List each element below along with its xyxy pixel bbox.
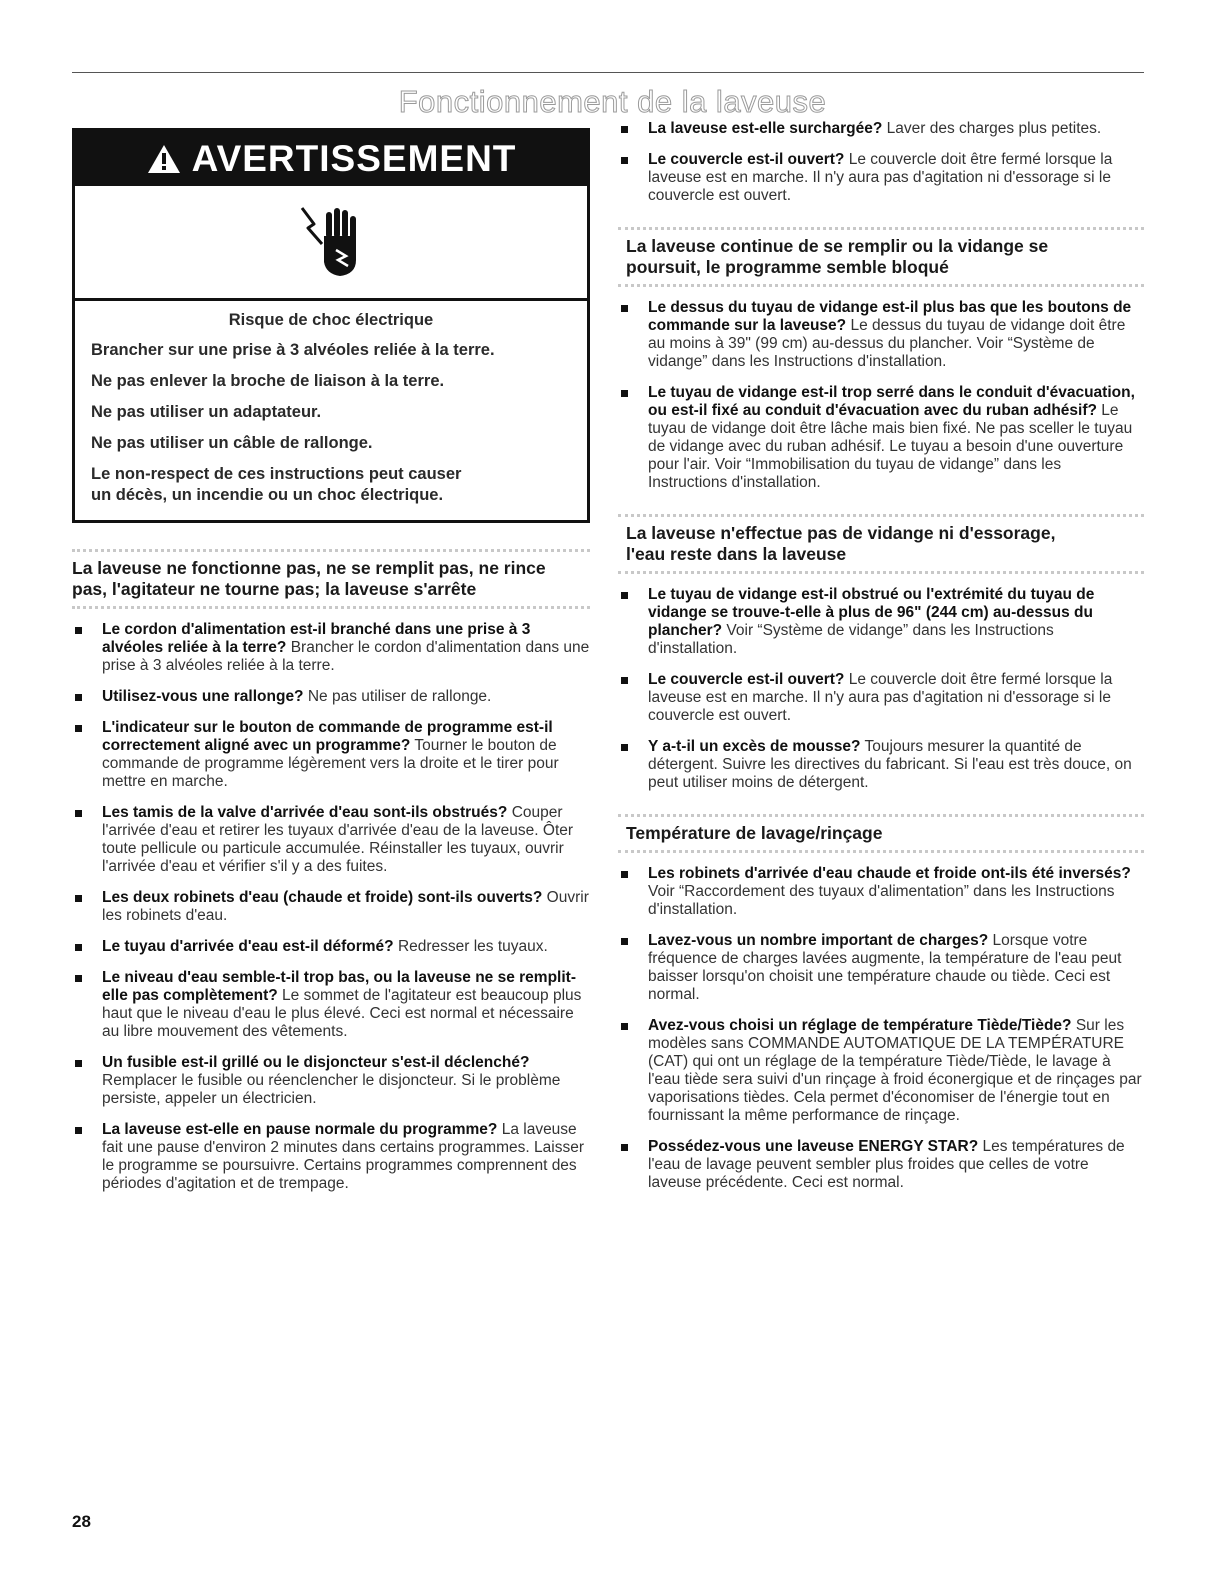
item-answer: Brancher le cordon d'alimentation dans une prise à 3 alvéoles reliée à la terre. (102, 639, 590, 674)
list-item (72, 688, 590, 706)
item-answer: Sur les modèles sans COMMANDE AUTOMATIQUE DE LA TEMPÉRATURE (CAT) qui ont un réglage de la température Tiède/Tiède, le lavage à l'eau tiède sera suivi d'un rinçage à froid éconergique et de rinçages par vaporisations tièdes. Cela permet d'économiser de l'énergie tout en fournissant la même performance de rinçage. (648, 1017, 1142, 1124)
item-answer: Le couvercle doit être fermé lorsque la laveuse est en marche. Il n'y aura pas d'agitation ni d'essorage si le couvercle est ouvert. (648, 671, 1113, 724)
warning-consequence (91, 464, 571, 506)
item-question: Le tuyau de vidange est-il trop serré dans le conduit d'évacuation, ou est-il fixé au conduit d'évacuation avec du ruban adhésif? (648, 384, 1135, 419)
item-answer: Redresser les tuyaux. (397, 938, 548, 955)
item-question: Le tuyau d'arrivée d'eau est-il déformé? (102, 938, 394, 955)
item-answer: Laver des charges plus petites. (886, 120, 1102, 137)
item-question: Un fusible est-il grillé ou le disjoncteur s'est-il déclenché? (102, 1054, 530, 1071)
item-question: Les tamis de la valve d'arrivée d'eau sont-ils obstrués? (102, 804, 508, 821)
list-item (72, 621, 590, 675)
item-answer: Le sommet de l'agitateur est beaucoup plus haut que le niveau d'eau le plus élevé. Ceci est normal et nécessaire au libre mouvement des vêtements. (102, 987, 582, 1040)
list-item (618, 151, 1144, 205)
item-question: Le dessus du tuyau de vidange est-il plus bas que les boutons de commande sur la laveuse? (648, 299, 1132, 334)
list-item (618, 865, 1144, 919)
item-answer: Ne pas utiliser de rallonge. (307, 688, 492, 705)
warning-consequence-line-2: un décès, un incendie ou un choc électrique. (91, 486, 444, 504)
page-title: Fonctionnement de la laveuse (398, 84, 827, 119)
item-answer: Le tuyau de vidange doit être lâche mais bien fixé. Ne pas sceller le tuyau de vidange avec du ruban adhésif. Le tuyau a besoin d'une ouverture pour l'air. Voir “Immobilisation du tuyau de vidange” dans les Instructions d'installation. (648, 402, 1133, 491)
item-answer: Remplacer le fusible ou réenclencher le disjoncteur. Si le problème persiste, appeler un électricien. (102, 1072, 561, 1107)
warning-box (72, 128, 590, 523)
item-answer: Le dessus du tuyau de vidange doit être au moins à 39" (99 cm) au-dessus du plancher. Voir “Système de vidange” dans les Instructions d'installation. (648, 317, 1126, 370)
list-item (618, 120, 1144, 138)
item-question: Le cordon d'alimentation est-il branché dans une prise à 3 alvéoles reliée à la terre? (102, 621, 531, 656)
right-column (618, 120, 1144, 1205)
item-answer: La laveuse fait une pause d'environ 2 minutes dans certains programmes. Laisser le programme se poursuivre. Certains programmes comprennent des périodes d'agitation et de trempage. (102, 1121, 584, 1192)
item-answer: Tourner le bouton de commande de programme légèrement vers la droite et le tirer pour mettre en marche. (102, 737, 559, 790)
item-question: Avez-vous choisi un réglage de température Tiède/Tiède? (648, 1017, 1072, 1034)
section-heading-line-2: l'eau reste dans la laveuse (626, 544, 847, 564)
item-question: Le tuyau de vidange est-il obstrué ou l'extrémité du tuyau de vidange se trouve-t-elle à plus de 96" (244 cm) au-dessus du plancher? (648, 586, 1095, 639)
item-answer: Lorsque votre fréquence de charges lavées augmente, la température de l'eau peut baisser lorsqu'on choisit une température chaude ou tiède. Ceci est normal. (648, 932, 1122, 1003)
list-item (72, 1121, 590, 1193)
warning-line: Ne pas utiliser un câble de rallonge. (91, 434, 373, 452)
list-item (72, 804, 590, 876)
page-number: 28 (72, 1512, 91, 1531)
list-item (72, 969, 590, 1041)
troubleshooting-list (72, 621, 590, 1193)
warning-graphic (75, 186, 587, 301)
item-answer: Couper l'arrivée d'eau et retirer les tuyaux d'arrivée d'eau de la laveuse. Ôter toute pellicule ou particule accumulée. Réinstaller les tuyaux, ouvrir l'arrivée d'eau et vérifier s'il y a des fuites. (102, 804, 574, 875)
warning-body (75, 301, 587, 520)
item-answer: Les températures de l'eau de lavage peuvent sembler plus froides que celles de votre laveuse précédente. Ceci est normal. (648, 1138, 1125, 1191)
list-item (618, 586, 1144, 658)
troubleshooting-list (618, 120, 1144, 205)
item-question: Le niveau d'eau semble-t-il trop bas, ou la laveuse ne se remplit-elle pas complètement? (102, 969, 576, 1004)
item-answer: Ouvrir les robinets d'eau. (102, 889, 589, 924)
item-question: Le couvercle est-il ouvert? (648, 671, 845, 688)
left-column (72, 128, 590, 1206)
warning-triangle-icon (146, 143, 182, 175)
section-heading (618, 227, 1144, 287)
section-heading-line-2: poursuit, le programme semble bloqué (626, 257, 949, 277)
item-question: La laveuse est-elle surchargée? (648, 120, 883, 137)
item-answer: Voir “Raccordement des tuyaux d'alimentation” dans les Instructions d'installation. (648, 883, 1115, 918)
warning-consequence-line-1: Le non-respect de ces instructions peut causer (91, 465, 462, 483)
section-heading-line-2: pas, l'agitateur ne tourne pas; la laveuse s'arrête (72, 579, 477, 599)
list-item (618, 932, 1144, 1004)
top-rule (72, 72, 1144, 73)
section-heading (72, 549, 590, 609)
warning-line: Ne pas enlever la broche de liaison à la terre. (91, 372, 445, 390)
item-question: Possédez-vous une laveuse ENERGY STAR? (648, 1138, 979, 1155)
item-answer: Toujours mesurer la quantité de détergent. Suivre les directives du fabricant. Si l'eau est très douce, on peut utiliser moins de détergent. (648, 738, 1132, 791)
item-question: Les robinets d'arrivée d'eau chaude et froide ont-ils été inversés? (648, 865, 1131, 882)
troubleshooting-list (618, 299, 1144, 492)
item-question: Le couvercle est-il ouvert? (648, 151, 845, 168)
list-item (72, 1054, 590, 1108)
list-item (72, 938, 590, 956)
section-heading-line-1: La laveuse ne fonctionne pas, ne se remplit pas, ne rince (72, 558, 546, 578)
list-item (72, 719, 590, 791)
item-question: L'indicateur sur le bouton de commande de programme est-il correctement aligné avec un programme? (102, 719, 553, 754)
warning-line: Brancher sur une prise à 3 alvéoles reliée à la terre. (91, 341, 495, 359)
warning-line: Ne pas utiliser un adaptateur. (91, 403, 322, 421)
item-question: Lavez-vous un nombre important de charges? (648, 932, 989, 949)
troubleshooting-list (618, 586, 1144, 792)
list-item (618, 1138, 1144, 1192)
troubleshooting-list (618, 865, 1144, 1192)
item-question: Y a-t-il un excès de mousse? (648, 738, 861, 755)
list-item (618, 1017, 1144, 1125)
list-item (618, 384, 1144, 492)
list-item (618, 738, 1144, 792)
section-heading (618, 814, 1144, 853)
list-item (72, 889, 590, 925)
section-heading (618, 514, 1144, 574)
section-heading-line-1: La laveuse n'effectue pas de vidange ni d'essorage, (626, 523, 1056, 543)
warning-risk: Risque de choc électrique (228, 311, 434, 329)
item-answer: Voir “Système de vidange” dans les Instructions d'installation. (648, 622, 1054, 657)
section-heading-line-1: La laveuse continue de se remplir ou la vidange se (626, 236, 1049, 256)
item-question: Les deux robinets d'eau (chaude et froide) sont-ils ouverts? (102, 889, 543, 906)
list-item (618, 671, 1144, 725)
warning-header-text: AVERTISSEMENT (191, 137, 517, 179)
warning-header (75, 131, 587, 186)
electric-shock-hand-icon (296, 202, 366, 282)
item-answer: Le couvercle doit être fermé lorsque la laveuse est en marche. Il n'y aura pas d'agitation ni d'essorage si le couvercle est ouvert. (648, 151, 1113, 204)
item-question: La laveuse est-elle en pause normale du programme? (102, 1121, 498, 1138)
list-item (618, 299, 1144, 371)
section-heading-line-1: Température de lavage/rinçage (626, 823, 883, 843)
item-question: Utilisez-vous une rallonge? (102, 688, 304, 705)
